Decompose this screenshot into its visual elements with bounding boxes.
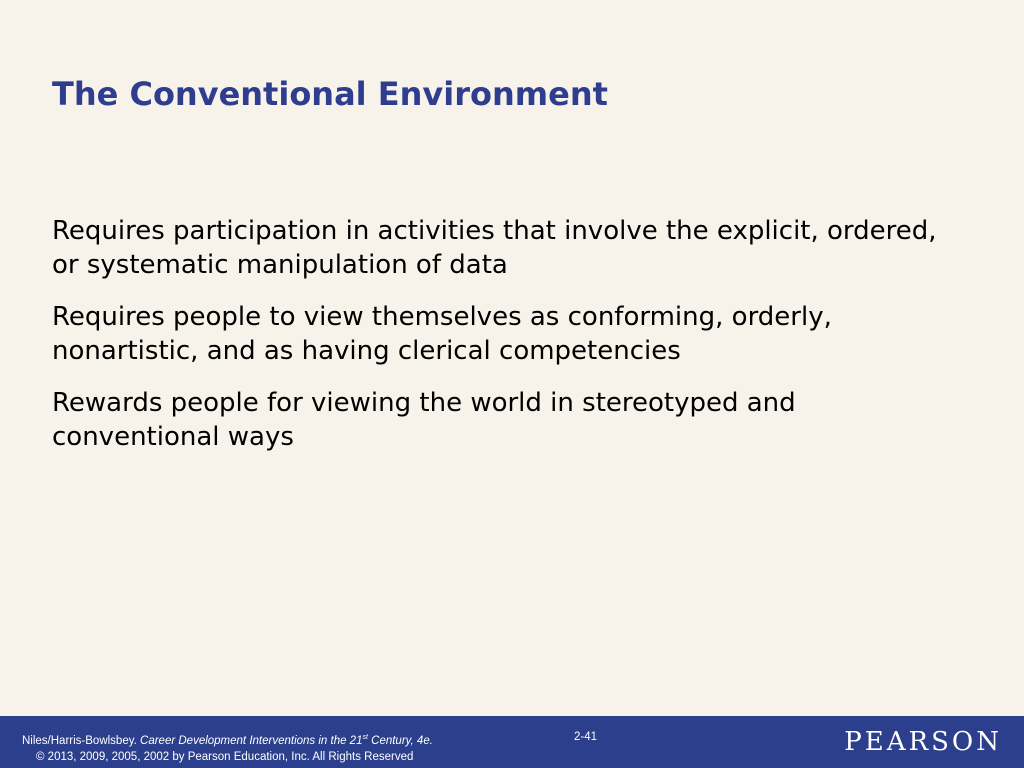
- footer-authors: Niles/Harris-Bowlsbey.: [22, 735, 141, 747]
- bullet-list: [52, 214, 952, 472]
- bullet-item: Requires participation in activities that involve the explicit, ordered, or systematic manipulation of data: [52, 216, 937, 280]
- page-number: 2-41: [574, 731, 598, 743]
- footer-copyright: © 2013, 2009, 2005, 2002 by Pearson Education, Inc. All Rights Reserved: [36, 751, 414, 763]
- pearson-logo: PEARSON: [844, 727, 1002, 757]
- footer-citation: [22, 733, 433, 765]
- footer-bar: [0, 716, 1024, 768]
- slide-title: The Conventional Environment: [52, 75, 608, 113]
- footer-book-title: Career Development Interventions in the 21st Century, 4e.: [140, 734, 433, 747]
- bullet-item: Rewards people for viewing the world in stereotyped and conventional ways: [52, 388, 796, 452]
- bullet-item: Requires people to view themselves as conforming, orderly, nonartistic, and as having clerical competencies: [52, 302, 832, 366]
